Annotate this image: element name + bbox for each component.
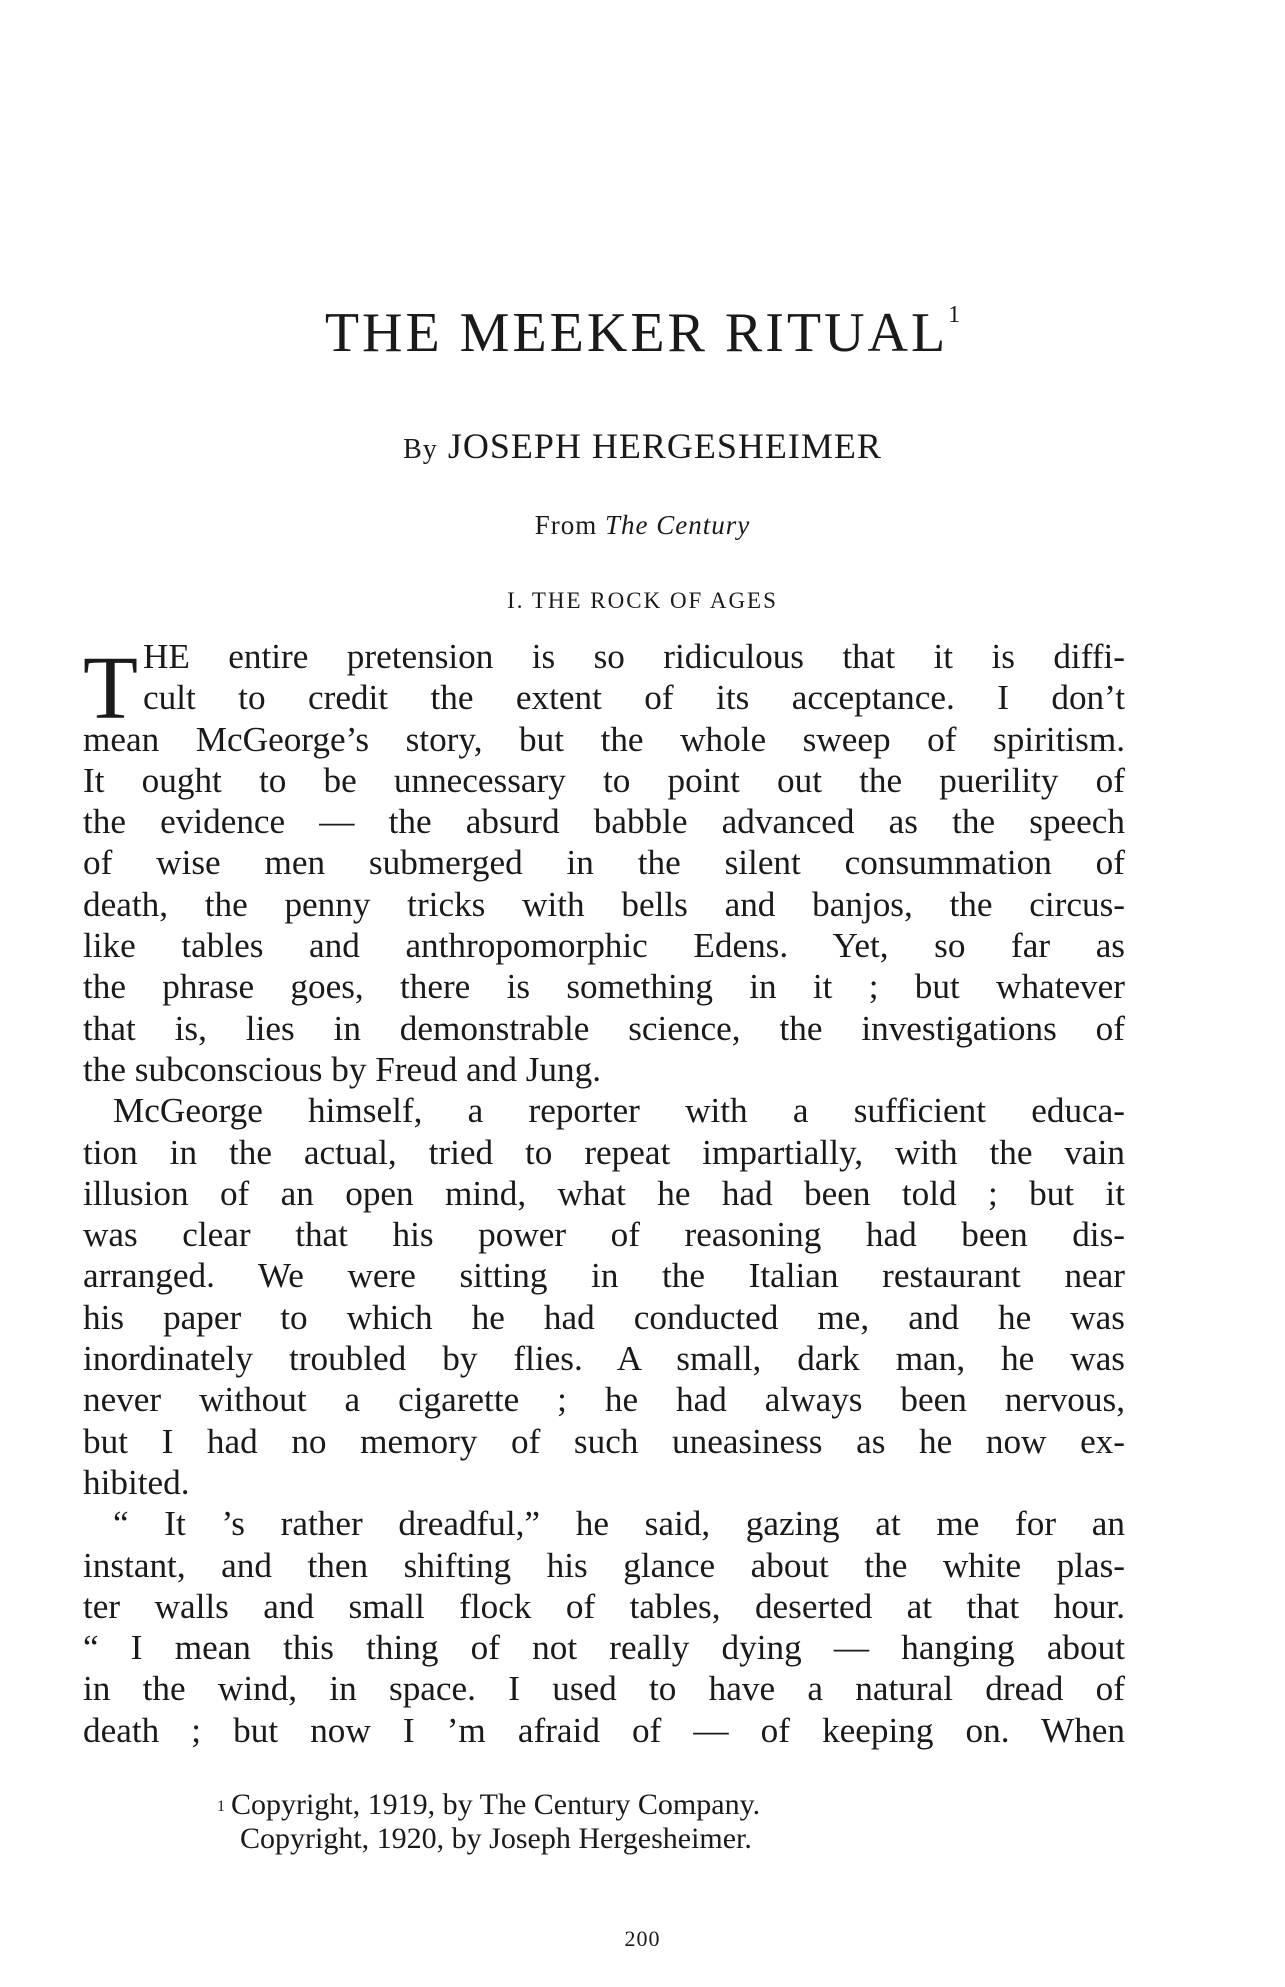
story-title-text: THE MEEKER RITUAL: [324, 302, 949, 364]
text-line: death ; but now I ’m afraid of — of keeping on. When: [83, 1710, 1125, 1750]
text-line: instant, and then shifting his glance about the white plas-: [83, 1545, 1125, 1585]
title-footnote-mark: 1: [948, 302, 961, 328]
byline-by: By: [403, 434, 438, 465]
text-line: that is, lies in demonstrable science, the investigations of: [83, 1008, 1125, 1048]
body-text: [83, 636, 1125, 1751]
section-heading: I. THE ROCK OF AGES: [507, 588, 778, 613]
text-line: death, the penny tricks with bells and banjos, the circus-: [83, 884, 1125, 924]
text-line: never without a cigarette ; he had always been nervous,: [83, 1380, 1125, 1420]
text-line: “ It ’s rather dreadful,” he said, gazing at me for an: [113, 1504, 1125, 1544]
text-line: inordinately troubled by flies. A small, dark man, he was: [83, 1339, 1125, 1379]
text-line: arranged. We were sitting in the Italian restaurant near: [83, 1256, 1125, 1296]
text-line: HE entire pretension is so ridiculous that it is diffi-: [143, 637, 1125, 676]
text-line: tion in the actual, tried to repeat impartially, with the vain: [83, 1132, 1125, 1172]
text-line: illusion of an open mind, what he had been told ; but it: [83, 1173, 1125, 1213]
footnote-1: [217, 1788, 760, 1822]
page-number: 200: [624, 1926, 661, 1951]
footnote-line-1: Copyright, 1919, by The Century Company.: [231, 1788, 761, 1821]
footnote-mark: 1: [217, 1798, 225, 1815]
byline: [0, 425, 1285, 467]
text-line: McGeorge himself, a reporter with a sufficient educa-: [113, 1091, 1125, 1131]
footnote-line-2: Copyright, 1920, by Joseph Hergesheimer.: [240, 1822, 752, 1855]
drop-cap: T: [83, 639, 138, 738]
source-from: From: [534, 510, 598, 540]
text-line: in the wind, in space. I used to have a natural dread of: [83, 1669, 1125, 1709]
text-line: but I had no memory of such uneasiness as he now ex-: [83, 1421, 1125, 1461]
text-line: cult to credit the extent of its acceptance. I don’t: [143, 678, 1125, 718]
text-line: his paper to which he had conducted me, and he was: [83, 1297, 1125, 1337]
text-line: the phrase goes, there is something in it ; but whatever: [83, 967, 1125, 1007]
text-line: hibited.: [83, 1462, 190, 1502]
text-line: mean McGeorge’s story, but the whole sweep of spiritism.: [83, 719, 1125, 759]
text-line: was clear that his power of reasoning had been dis-: [83, 1215, 1125, 1255]
text-line: ter walls and small flock of tables, deserted at that hour.: [83, 1586, 1125, 1626]
text-line: of wise men submerged in the silent consummation of: [83, 843, 1125, 883]
text-line: like tables and anthropomorphic Edens. Yet, so far as: [83, 926, 1125, 966]
byline-author: JOSEPH HERGESHEIMER: [447, 426, 882, 466]
story-title: [0, 302, 1285, 364]
source-publication: The Century: [605, 510, 751, 540]
text-line: It ought to be unnecessary to point out the puerility of: [83, 760, 1125, 800]
text-line: the evidence — the absurd babble advanced as the speech: [83, 802, 1125, 842]
text-line: the subconscious by Freud and Jung.: [83, 1049, 601, 1089]
source-line: [0, 510, 1285, 541]
text-line: “ I mean this thing of not really dying — hanging about: [83, 1628, 1125, 1668]
